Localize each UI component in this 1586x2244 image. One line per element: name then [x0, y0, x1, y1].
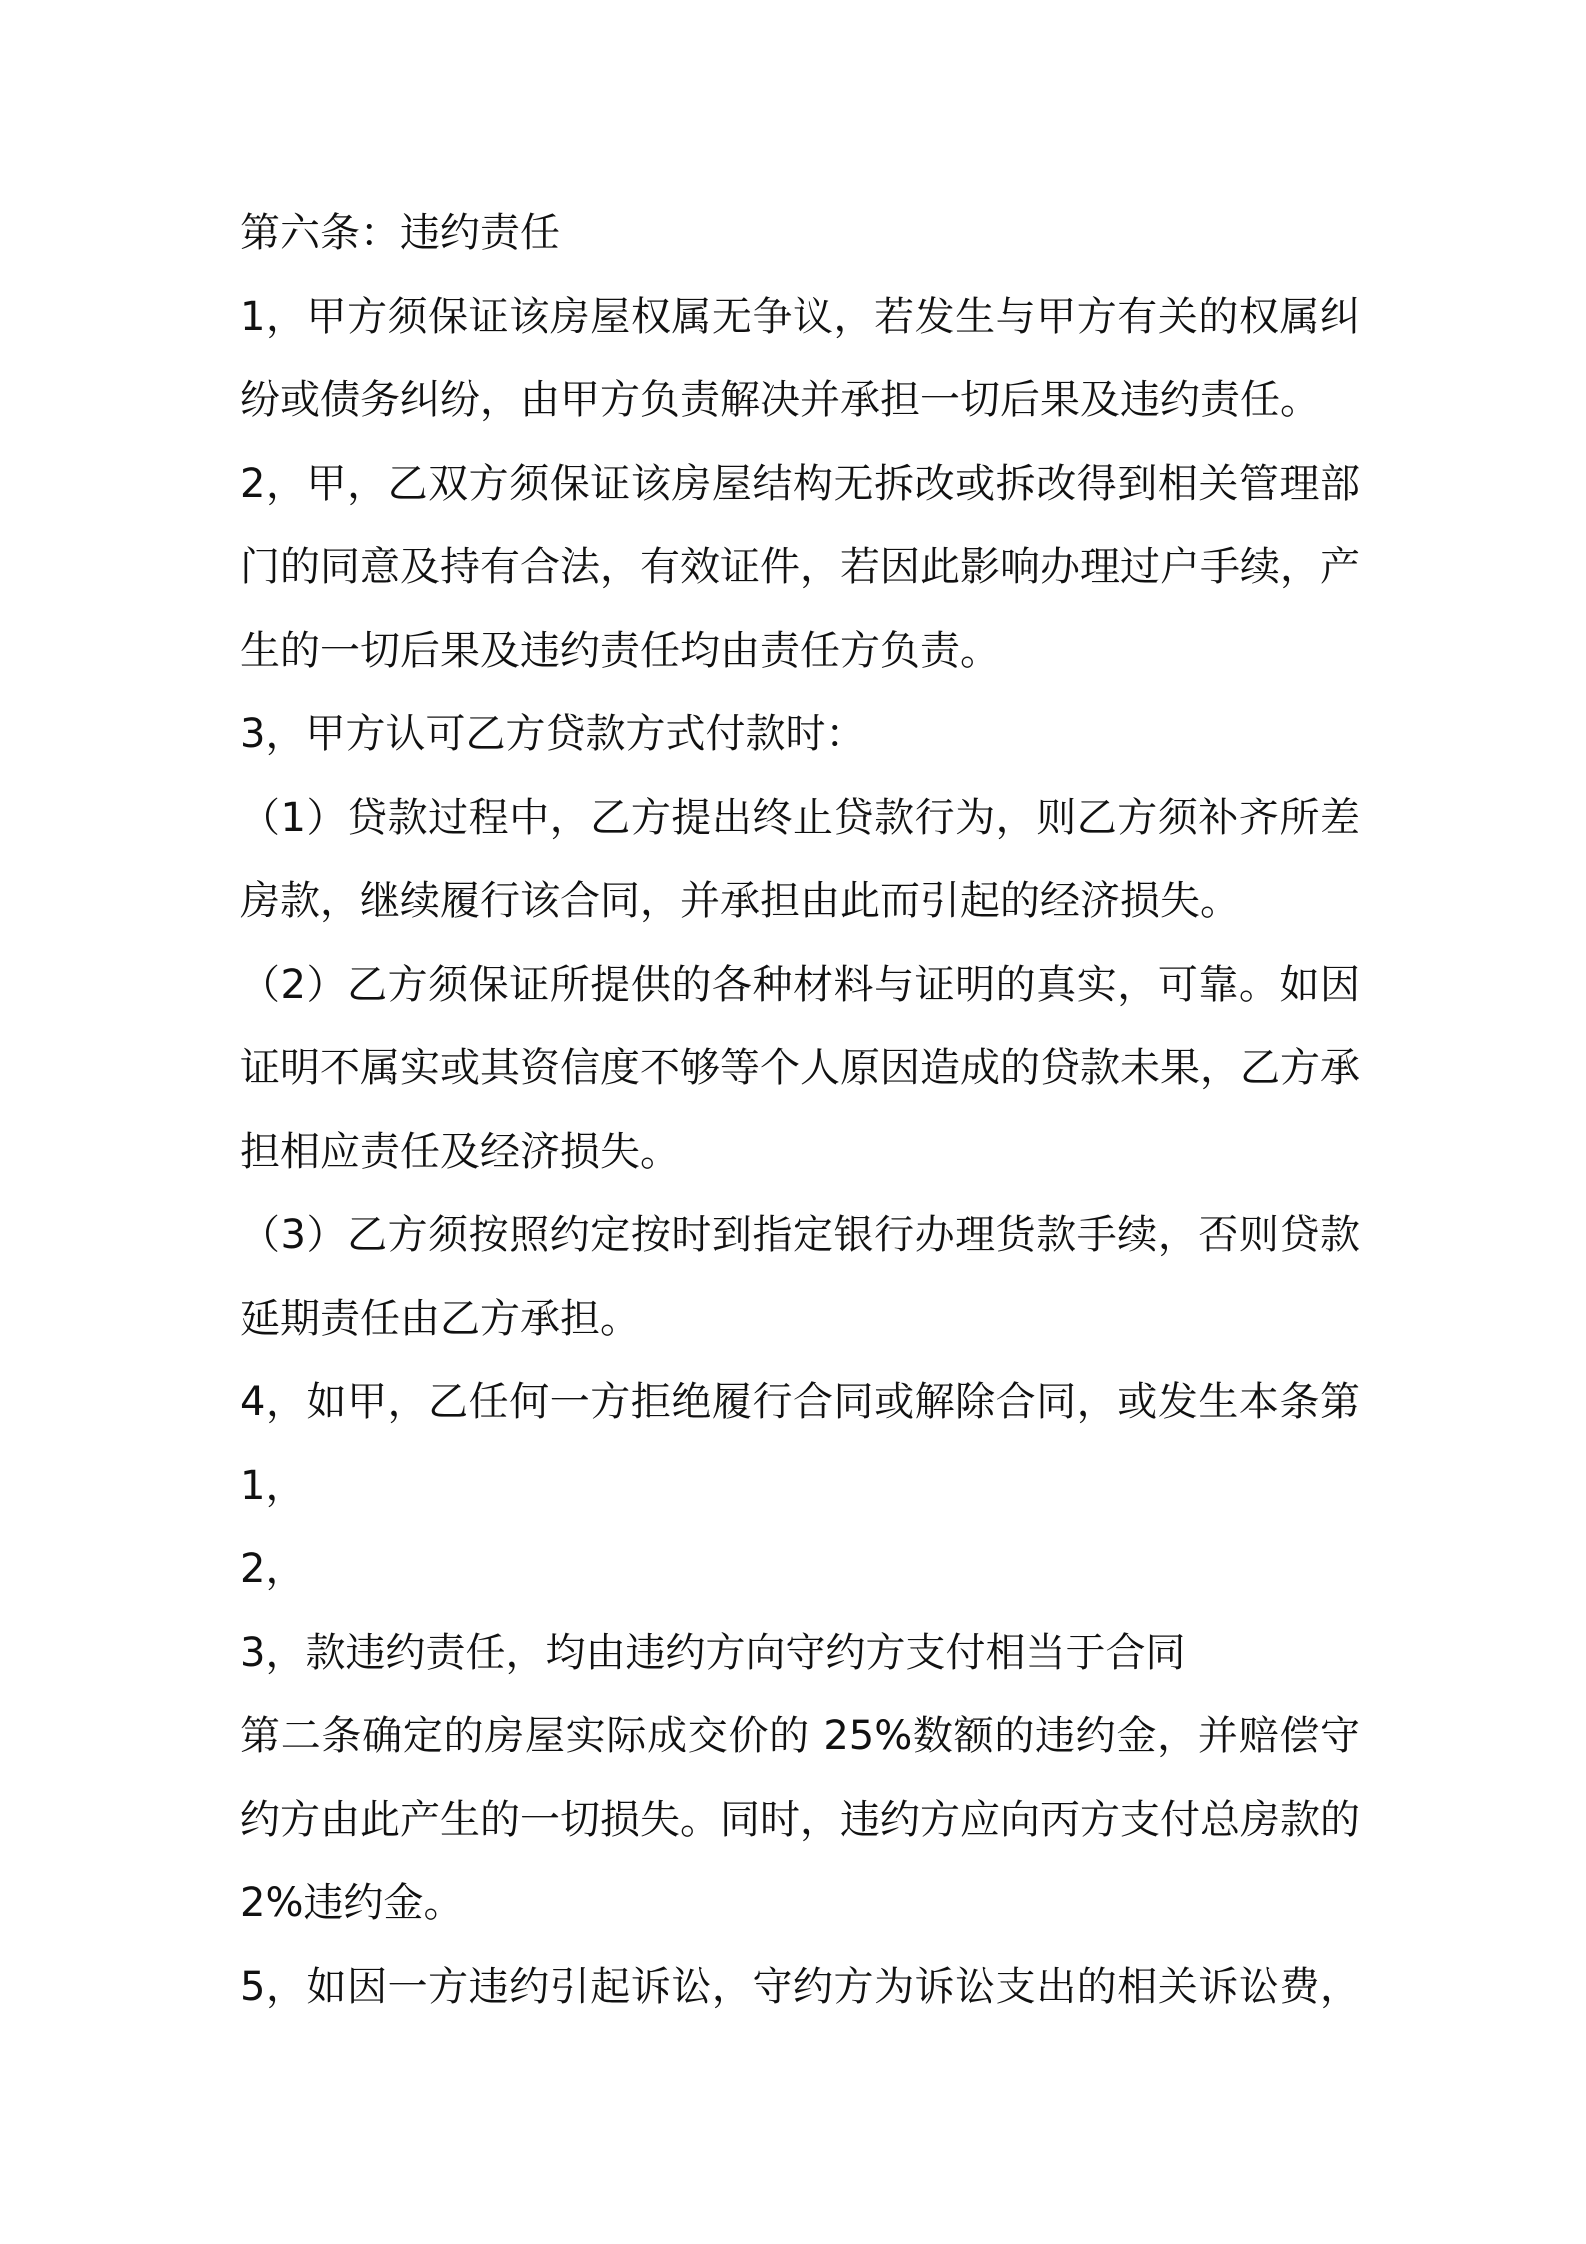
paragraph-line: 1， [240, 1462, 306, 1509]
paragraph-line: 证明不属实或其资信度不够等个人原因造成的贷款未果，乙方承 [240, 1045, 1360, 1091]
paragraph-line: （1）贷款过程中，乙方提出终止贷款行为，则乙方须补齐所差 [240, 794, 1360, 841]
paragraph-line: 延期责任由乙方承担。 [240, 1295, 640, 1342]
paragraph-line: 3，款违约责任，均由违约方向守约方支付相当于合同 [240, 1629, 1186, 1676]
paragraph-line: 2，甲，乙双方须保证该房屋结构无拆改或拆改得到相关管理部 [240, 460, 1360, 507]
paragraph-line: 2， [240, 1546, 306, 1592]
section-heading: 第六条：违约责任 [240, 210, 560, 256]
paragraph-line: 担相应责任及经济损失。 [240, 1128, 680, 1175]
paragraph-line: 门的同意及持有合法，有效证件，若因此影响办理过户手续，产 [240, 544, 1360, 590]
paragraph-line: （3）乙方须按照约定按时到指定银行办理货款手续，否则贷款 [240, 1212, 1360, 1258]
paragraph-line: 第二条确定的房屋实际成交价的 25%数额的违约金，并赔偿守 [240, 1713, 1360, 1759]
paragraph-line: 2%违约金。 [240, 1880, 464, 1926]
paragraph-line: 1，甲方须保证该房屋权属无争议，若发生与甲方有关的权属纠 [240, 293, 1360, 340]
paragraph-line: 房款，继续履行该合同，并承担由此而引起的经济损失。 [240, 878, 1240, 924]
paragraph-line: 生的一切后果及违约责任均由责任方负责。 [240, 627, 1000, 674]
paragraph-line: 约方由此产生的一切损失。同时，违约方应向丙方支付总房款的 [240, 1796, 1360, 1843]
paragraph-line: 5，如因一方违约引起诉讼，守约方为诉讼支出的相关诉讼费， [240, 1963, 1360, 2010]
paragraph-line: （2）乙方须保证所提供的各种材料与证明的真实，可靠。如因 [240, 961, 1360, 1008]
contract-text [240, 192, 1360, 2029]
paragraph-line: 4，如甲，乙任何一方拒绝履行合同或解除合同，或发生本条第 [240, 1379, 1360, 1425]
paragraph-line: 3，甲方认可乙方贷款方式付款时： [240, 711, 866, 757]
paragraph-line: 纷或债务纠纷，由甲方负责解决并承担一切后果及违约责任。 [240, 377, 1320, 423]
